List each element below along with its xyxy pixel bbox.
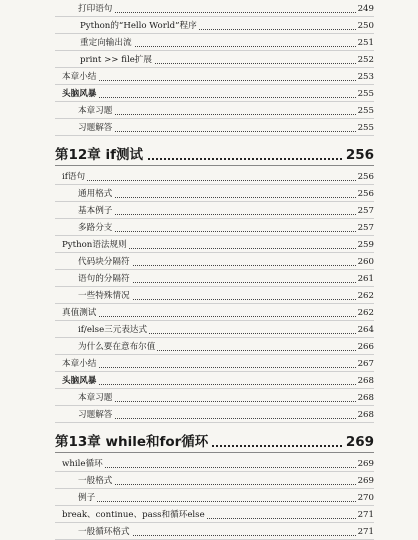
toc-entry-page-number: 260 <box>357 257 374 267</box>
toc-entry <box>55 119 374 136</box>
toc-entry-title: 基本例子 <box>78 206 113 216</box>
dot-leader <box>78 501 374 502</box>
toc-entry-title: 重定向输出流 <box>80 38 132 48</box>
toc-entry-page-number: 269 <box>357 476 374 486</box>
toc-entry <box>55 321 374 338</box>
dot-leader <box>78 114 374 115</box>
toc-entry-title: 例子 <box>78 493 96 503</box>
chapter-heading <box>0 140 418 166</box>
toc-entry <box>55 389 374 406</box>
toc-entry <box>55 34 374 51</box>
toc-entry <box>55 489 374 506</box>
toc-entry-title: if语句 <box>62 172 86 182</box>
chapter-heading <box>0 427 418 453</box>
toc-entry-title: 本章小结 <box>62 359 97 369</box>
toc-entry <box>55 304 374 321</box>
toc-entry-page-number: 262 <box>357 291 374 301</box>
toc-entry-page-number: 267 <box>357 359 374 369</box>
toc-entry <box>55 202 374 219</box>
toc-entry <box>55 17 374 34</box>
toc-entry <box>55 270 374 287</box>
toc-entry-page-number: 250 <box>357 21 374 31</box>
toc-entry-page-number: 271 <box>357 510 374 520</box>
toc-entry-title: 头脑风暴 <box>62 376 97 386</box>
toc-entry-page-number: 249 <box>357 4 374 14</box>
toc-entry <box>55 102 374 119</box>
toc-entry-page-number: 252 <box>357 55 374 65</box>
toc-entry-page-number: 255 <box>357 106 374 116</box>
toc-entry-title: 一般格式 <box>78 476 113 486</box>
toc-entry-page-number: 271 <box>357 527 374 537</box>
dot-leader <box>78 131 374 132</box>
dot-leader <box>78 197 374 198</box>
toc-entry-title: 通用格式 <box>78 189 113 199</box>
toc-entry-title: 本章小结 <box>62 72 97 82</box>
divider <box>55 165 374 166</box>
toc-entry-page-number: 253 <box>357 72 374 82</box>
toc-entry-page-number: 257 <box>357 223 374 233</box>
dot-leader <box>62 80 374 81</box>
chapter-page-number: 269 <box>343 434 374 450</box>
toc-entry-page-number: 255 <box>357 89 374 99</box>
toc-entry-title: 一般循环格式 <box>78 527 130 537</box>
chapter-title: 第13章 while和for循环 <box>55 434 211 450</box>
toc-entry-page-number: 262 <box>357 308 374 318</box>
toc-entry-page-number: 266 <box>357 342 374 352</box>
dot-leader <box>78 401 374 402</box>
dot-leader <box>62 97 374 98</box>
dot-leader <box>78 214 374 215</box>
chapter-page-number: 256 <box>343 147 374 163</box>
dot-leader <box>62 316 374 317</box>
toc-entry-page-number: 255 <box>357 123 374 133</box>
toc-entry <box>55 51 374 68</box>
toc-entry-page-number: 264 <box>357 325 374 335</box>
dot-leader <box>62 367 374 368</box>
dot-leader <box>78 231 374 232</box>
toc-entry <box>55 68 374 85</box>
toc-entry <box>55 168 374 185</box>
dot-leader <box>78 418 374 419</box>
toc-entry-title: 多路分支 <box>78 223 113 233</box>
toc-entry-page-number: 261 <box>357 274 374 284</box>
toc-entry <box>55 287 374 304</box>
toc-entry <box>55 506 374 523</box>
divider <box>55 452 374 453</box>
toc-entry <box>55 455 374 472</box>
toc-entry-page-number: 268 <box>357 410 374 420</box>
toc-entry <box>55 185 374 202</box>
toc-entry-title: if/else三元表达式 <box>78 325 148 335</box>
toc-entry <box>55 472 374 489</box>
toc-entry-page-number: 251 <box>357 38 374 48</box>
toc-entry <box>55 0 374 17</box>
toc-entry-page-number: 257 <box>357 206 374 216</box>
toc-entry-title: 习题解答 <box>78 123 113 133</box>
toc-entry <box>55 406 374 423</box>
toc-entry-title: 代码块分隔符 <box>78 257 130 267</box>
toc-entry <box>55 372 374 389</box>
toc-entry <box>55 523 374 540</box>
toc-entry <box>55 253 374 270</box>
dot-leader <box>62 180 374 181</box>
toc-entry-page-number: 268 <box>357 393 374 403</box>
toc-entry-page-number: 270 <box>357 493 374 503</box>
toc-entry-title: while循环 <box>62 459 103 469</box>
toc-entry-title: 本章习题 <box>78 106 113 116</box>
toc-entry-title: Python的“Hello World”程序 <box>80 21 197 31</box>
toc-entry <box>55 85 374 102</box>
toc-entry-page-number: 256 <box>357 189 374 199</box>
toc-entry-title: Python语法规则 <box>62 240 127 250</box>
toc-entry <box>55 236 374 253</box>
toc-entry-page-number: 268 <box>357 376 374 386</box>
dot-leader <box>78 484 374 485</box>
toc-entry-title: 为什么要在意布尔值 <box>78 342 156 352</box>
dot-leader <box>62 384 374 385</box>
toc-entry-title: 本章习题 <box>78 393 113 403</box>
toc-entry <box>55 355 374 372</box>
toc-entry-page-number: 269 <box>357 459 374 469</box>
chapter-title: 第12章 if测试 <box>55 147 146 163</box>
toc-entry <box>55 338 374 355</box>
toc-entry <box>55 219 374 236</box>
toc-entry-title: print >> file扩展 <box>80 55 152 65</box>
toc-entry-page-number: 259 <box>357 240 374 250</box>
toc-entry-title: 一些特殊情况 <box>78 291 130 301</box>
toc-entry-title: 真值测试 <box>62 308 97 318</box>
dot-leader <box>62 467 374 468</box>
toc-entry-title: break、continue、pass和循环else <box>62 510 205 520</box>
dot-leader <box>78 12 374 13</box>
toc-entry-page-number: 256 <box>357 172 374 182</box>
toc-entry-title: 习题解答 <box>78 410 113 420</box>
toc-entry-title: 头脑风暴 <box>62 89 97 99</box>
toc-entry-title: 语句的分隔符 <box>78 274 130 284</box>
toc-entry-title: 打印语句 <box>78 4 113 14</box>
